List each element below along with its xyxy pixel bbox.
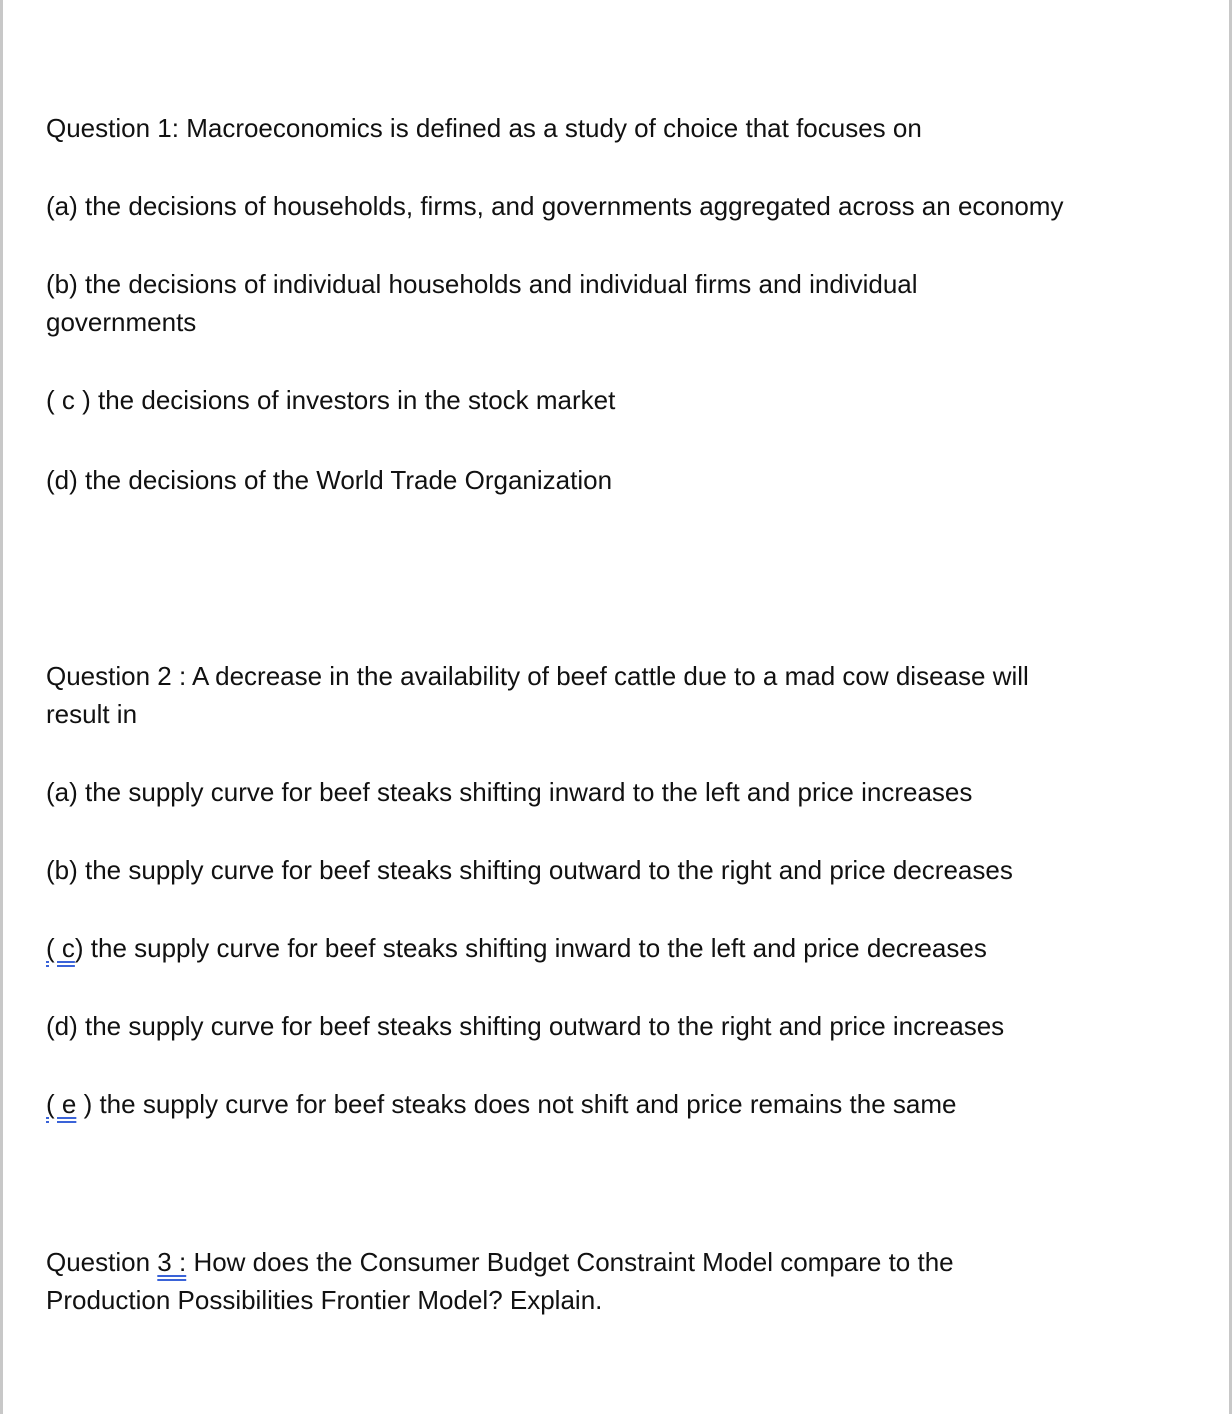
question-3-title <box>46 1243 954 1281</box>
question-2-title: Question 2 : A decrease in the availability of beef cattle due to a mad cow disease will <box>46 661 1029 691</box>
q2-option-e <box>46 1085 956 1123</box>
q3-title-text: How does the Consumer Budget Constraint Model compare to the <box>186 1247 954 1277</box>
q1-option-c: ( c ) the decisions of investors in the stock market <box>46 385 616 415</box>
q2-option-c <box>46 929 987 967</box>
q1-option-a: (a) the decisions of households, firms, and governments aggregated across an economy <box>46 191 1064 221</box>
spelling-mark[interactable]: ( c <box>46 933 75 963</box>
q1-option-b-cont: governments <box>46 307 197 337</box>
q2-option-e-text: ) the supply curve for beef steaks does not shift and price remains the same <box>76 1089 957 1119</box>
question-2-title-cont: result in <box>46 699 138 729</box>
spelling-mark[interactable]: 3 : <box>157 1247 187 1277</box>
q1-option-d: (d) the decisions of the World Trade Organization <box>46 465 613 495</box>
q2-option-b: (b) the supply curve for beef steaks shifting outward to the right and price decreases <box>46 855 1013 885</box>
q2-option-c-text: ) the supply curve for beef steaks shifting inward to the left and price decreases <box>74 933 987 963</box>
question-1-title: Question 1: Macroeconomics is defined as a study of choice that focuses on <box>46 113 922 143</box>
q2-option-a: (a) the supply curve for beef steaks shifting inward to the left and price increases <box>46 777 973 807</box>
q1-option-b: (b) the decisions of individual households and individual firms and individual <box>46 269 918 299</box>
spelling-mark[interactable]: ( e <box>46 1089 77 1119</box>
page-left-edge <box>0 0 3 1414</box>
q2-option-d: (d) the supply curve for beef steaks shifting outward to the right and price increases <box>46 1011 1005 1041</box>
q3-prefix: Question <box>46 1247 158 1277</box>
question-3-title-cont: Production Possibilities Frontier Model? Explain. <box>46 1285 603 1315</box>
